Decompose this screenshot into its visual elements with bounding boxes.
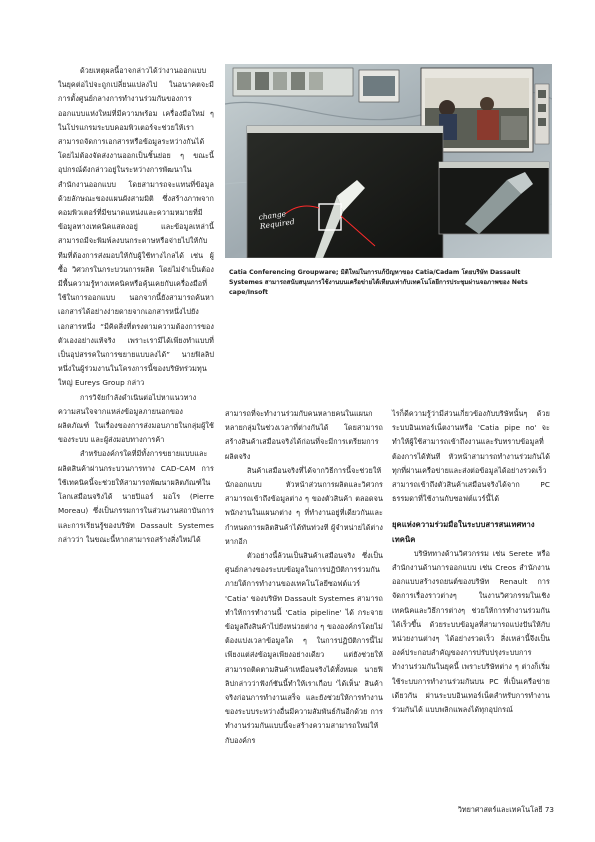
paragraph: ไรก็ดีความรู้ว่ามีส่วนเกี่ยวข้องกับบริษัทนั้นๆ ด้วยระบบอินเทอร์เน็ตงานหรือ 'Catia pipe no' จะทำให้ผู้ใช้สามารถเข้าถึงงานและรับทราบข้อมูลที่ต้องการได้ทันที หัวหน้าสามารถทำงานร่วมกันได้ทุกที่ผ่านเครือข่ายและส่งต่อข้อมูลได้อย่างรวดเร็ว สามารถเข้าถึงตัวสินค้าเสมือนจริงได้จาก PC ธรรมดาที่ใช้งานกับซอฟต์แวร์นี้ได้ — [392, 409, 550, 504]
figure-photo — [225, 64, 552, 258]
paragraph: สินค้าเสมือนจริงที่ได้จากวิธีการนี้จะช่วยให้นักออกแบบ หัวหน้าส่วนการผลิตและวิศวกร สามารถเข้าถึงข้อมูลต่าง ๆ ของตัวสินค้า ตลอดจนพนักงานในแผนกต่าง ๆ ที่ทำงานอยู่ที่เดียวกันและกำหนดการผลิตสินค้าได้ทันท่วงที ผู้จำหน่ายได้ต่างหากอีก — [225, 465, 383, 546]
figure-annotation: change Required — [258, 209, 296, 231]
paragraph: ตัวอย่างนี้ล้วนเป็นสินค้าเสมือนจริง ซึ่งเป็นศูนย์กลางของระบบข้อมูลในการปฏิบัติการร่วมกัน ภายใต้การทำงานของเทคโนโลยีซอฟต์แวร์ 'Catia' ของบริษัท Dassault Systemes สามารถทำให้การทำงานนี้ 'Catia pipeline' ได้ กระจายข้อมูลถึงสินค้าไปยังหน่วยต่าง ๆ ขององค์กรโดยไม่ต้องแบ่งเวลาข้อมูลใด ๆ ในการปฏิบัติการนี้ไม่เพียงแต่ส่งข้อมูลเพียงอย่างเดียว แต่ยังช่วยให้สามารถติดตามสินค้าเหมือนจริงได้ทั้งหมด นายฟิลิปกล่าวว่าฟังก์ชันนี้ทำให้เราเกือบ 'ได้เห็น' สินค้าจริงก่อนการทำงานเสร็จ และยังช่วยให้การทำงานของระบบระหว่างอื่นมีความสัมพันธ์กันอีกด้วย การทำงานร่วมกันแบบนี้จะสร้างความสามารถใหม่ให้กับองค์กร — [225, 551, 383, 745]
figure-caption: Catia Conferencing Groupware; มิติใหม่ในการแก้ปัญหาของ Catia/Cadam โดยบริษัท Dassault Systemes สามารถสนับสนุนการใช้งานบนเครือข่ายได้เทียบเท่ากับเทคโนโลยีการประชุมผ่านจอภาพของ Nets cape/Insoft — [229, 269, 528, 297]
paragraph: บริษัททางด้านวิศวกรรม เช่น Serete หรือสำนักงานด้านการออกแบบ เช่น Creos สำนักงานออกแบบสร้างรถยนต์ของบริษัท Renault การจัดการเรื่องราวต่างๆ ในงานวิศวกรรมในเชิงเทคนิคและวิธีการต่างๆ ช่วยให้การทำงานร่วมกันได้เร็วขึ้น ด้วยระบบข้อมูลที่สามารถแบ่งปันให้กับหน่วยงานต่างๆ ได้อย่างรวดเร็ว สิ่งเหล่านี้จึงเป็นองค์ประกอบสำคัญของการปรับปรุงระบบการทำงานร่วมกันในยุคนี้ เพราะบริษัทต่าง ๆ ต่างก็เริ่มใช้ระบบการทำงานร่วมกันบน PC ที่เป็นเครือข่ายเดียวกัน ผ่านระบบอินเทอร์เน็ตสำหรับการทำงานร่วมกันได้ แบบพลิกแพลงได้ทุกอุปกรณ์ — [392, 548, 550, 715]
paragraph: สามารถที่จะทำงานร่วมกับคนหลายคนในแผนกหลายกลุ่มในช่วงเวลาที่ต่างกันได้ โดยสามารถสร้างสินค้าเสมือนจริงได้ก่อนที่จะมีการเตรียมการผลิตจริง — [225, 409, 383, 461]
page-footer: วิทยาศาสตร์และเทคโนโลยี 73 — [457, 805, 554, 814]
paragraph: สำหรับองค์กรใดที่มีทั้งการขยายแบบและผลิตสินค้าผ่านกระบวนการทาง CAD-CAM การใช้เทคนิคนี้จะช่วยให้สามารถพัฒนาผลิตภัณฑ์ในโลกเสมือนจริงได้ นายปิแอร์ มอโร (Pierre Moreau) ซึ่งเป็นกรรมการในส่วนงานสถาบันการและการเรียนรู้ของบริษัท Dassault Systemes กล่าวว่า ในขณะนี้หากสามารถสร้างสิ่งใหม่ได้ — [58, 449, 214, 544]
middle-column — [225, 407, 383, 748]
section-heading: ยุคแห่งความร่วมมือในระบบสารสนเทศทางเทคนิค — [392, 520, 535, 544]
right-column — [392, 407, 550, 717]
paragraph: ด้วยเหตุผลนี้อาจกล่าวได้ว่างานออกแบบในยุคต่อไปจะถูกเปลี่ยนแปลงไป ในอนาคตจะมีการตั้งศูนย์กลางการทำงานร่วมกันของการออกแบบแห่งใหม่ที่มีความพร้อม เครื่องมือใหม่ ๆ ในโปรแกรมระบบคอมพิวเตอร์จะช่วยให้เราสามารถจัดการเอกสารหรือข้อมูลระหว่างกันได้โดยไม่ต้องจัดส่งงานออกเป็นชิ้นย่อย ๆ ขณะนี้อุปกรณ์ดังกล่าวอยู่ในระหว่างการพัฒนาในสำนักงานออกแบบ โดยสามารถจะแทนที่ข้อมูลด้วยลักษณะของแผนผังสามมิติ ซึ่งสร้างภาพจากคอมพิวเตอร์ที่มีขนาดแหน่งและความหมายที่มีข้อมูลทางเทคนิคแสดงอยู่ และข้อมูลเหล่านี้สามารถมีจะพิมพ์ลงบนกระดาษหรือจ่ายไปให้กับทีมที่ต้องการส่งมอบให้กับผู้ใช้ทางไกลได้ เช่น ผู้ซื้อ วิศวกรในกระบวนการผลิต โดยไม่จำเป็นต้องมีพื้นความรู้ทางเทคนิคหรือคุ้นเคยกับเครื่องมือที่ใช้ในการออกแบบ นอกจากนี้ยังสามารถค้นหาเอกสารได้อย่างง่ายดายจากเอกสารหนึ่งไปยังเอกสารหนึ่ง “มีคิดสิ่งที่ตรงตามความต้องการของตัวเองอย่างแท้จริง เพราะเรามีได้เพียงทำแบบที่เป็นอุปสรรคในการขยายแบบลงได้” นายฟิลลิป หนึ่งในผู้ร่วมงานในโครงการนี้ของบริษัทร่วมทุนใหญ่ Eureys Group กล่าว — [58, 66, 214, 388]
left-column — [58, 64, 214, 547]
paragraph: การวิจัยกำลังดำเนินต่อไปหาแนวทางความสนใจจากแหล่งข้อมูลภายนอกของผลิตภัณฑ์ ในเรื่องของการส่งมอบภายในกลุ่มผู้ใช้ของระบบ และผู้ส่งมอบทางการค้า — [58, 392, 214, 445]
